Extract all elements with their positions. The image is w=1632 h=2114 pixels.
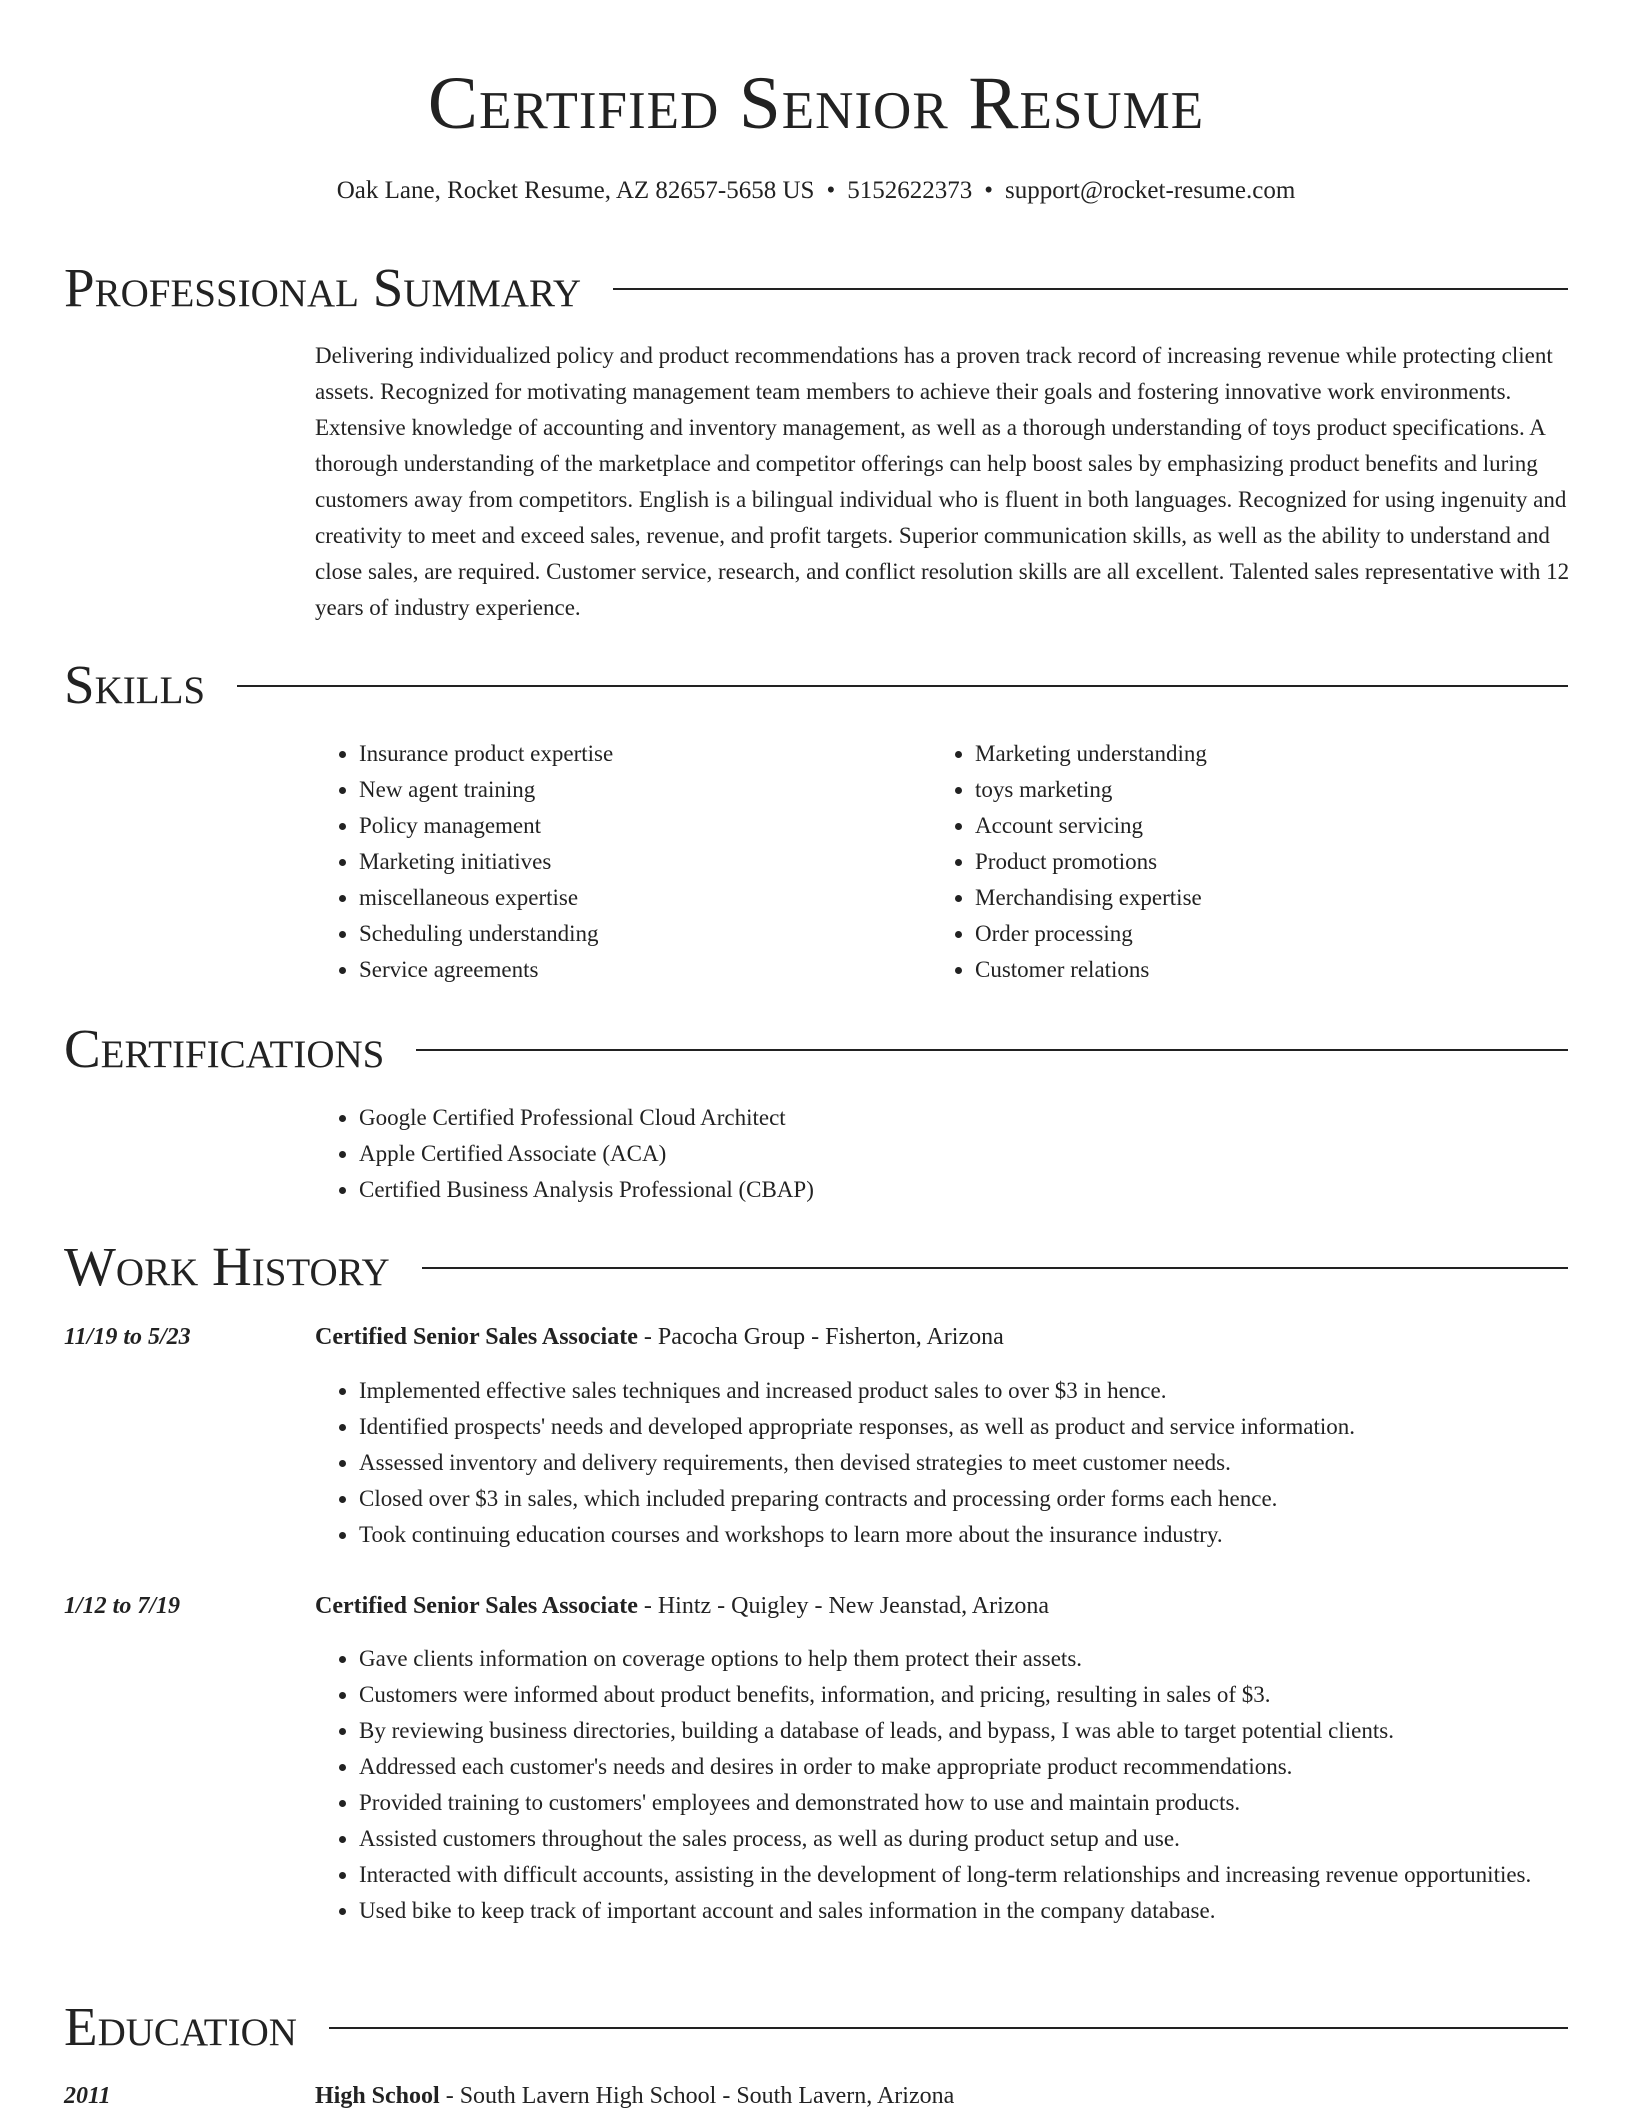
job-bullets (315, 1373, 1565, 1553)
work-heading-row (64, 1235, 1568, 1299)
job-heading (315, 1319, 1004, 1355)
job-details: - Hintz - Quigley - New Jeanstad, Arizona (637, 1593, 1050, 1619)
skill-item: • Scheduling understanding (359, 916, 915, 952)
skills-heading-row (64, 653, 1568, 717)
job-dates: 11/19 to 5/23 (64, 1324, 191, 1350)
certification-item: • Certified Business Analysis Professional (CBAP) (359, 1172, 1565, 1208)
skill-item: • Merchandising expertise (975, 880, 1561, 916)
job-bullet: • Assisted customers throughout the sales process, as well as during product setup and use. (359, 1821, 1565, 1857)
contact-line (0, 173, 1632, 209)
certifications-heading: Certifications (64, 1018, 385, 1079)
skill-item: • Insurance product expertise (359, 736, 915, 772)
job-dates: 1/12 to 7/19 (64, 1593, 181, 1619)
job-bullet: • Gave clients information on coverage options to help them protect their assets. (359, 1641, 1565, 1677)
education-heading: Education (64, 1996, 297, 2057)
skills-column-left (315, 736, 915, 988)
education-year: 2011 (64, 2083, 111, 2109)
skill-item: • Marketing understanding (975, 736, 1561, 772)
job-bullet: • Used bike to keep track of important account and sales information in the company database. (359, 1893, 1565, 1929)
certification-item: • Google Certified Professional Cloud Architect (359, 1100, 1565, 1136)
section-divider (416, 1049, 1568, 1051)
contact-separator: • (984, 177, 993, 204)
section-divider (613, 288, 1568, 290)
job-details: - Pacocha Group - Fisherton, Arizona (637, 1324, 1004, 1350)
job-bullet: • Provided training to customers' employees and demonstrated how to use and maintain products. (359, 1785, 1565, 1821)
job-bullet: • Closed over $3 in sales, which included preparing contracts and processing order forms each hence. (359, 1481, 1565, 1517)
job-title: Certified Senior Sales Associate (315, 1593, 638, 1619)
job-bullet: • Took continuing education courses and workshops to learn more about the insurance industry. (359, 1517, 1565, 1553)
summary-heading: Professional Summary (64, 257, 582, 318)
skill-item: • Account servicing (975, 808, 1561, 844)
skill-item: • Policy management (359, 808, 915, 844)
skill-item: • Service agreements (359, 952, 915, 988)
job-bullets (315, 1641, 1565, 1929)
certifications-heading-row (64, 1017, 1568, 1081)
skill-item: • Customer relations (975, 952, 1561, 988)
skill-item: • Product promotions (975, 844, 1561, 880)
job-bullet: • Customers were informed about product benefits, information, and pricing, resulting in sales of $3. (359, 1677, 1565, 1713)
summary-heading-row (64, 256, 1568, 320)
job-bullet: • By reviewing business directories, building a database of leads, and bypass, I was able to target potential clients. (359, 1713, 1565, 1749)
job-title: Certified Senior Sales Associate (315, 1324, 638, 1350)
skills-heading: Skills (64, 654, 206, 715)
job-heading (315, 1588, 1049, 1624)
contact-phone: 5152622373 (847, 177, 973, 204)
job-bullet: • Identified prospects' needs and developed appropriate responses, as well as product and service information. (359, 1409, 1565, 1445)
education-heading-row (64, 1995, 1568, 2059)
skill-item: • Marketing initiatives (359, 844, 915, 880)
section-divider (422, 1267, 1568, 1269)
section-divider (237, 685, 1568, 687)
skill-item: • toys marketing (975, 772, 1561, 808)
education-degree: High School (315, 2083, 440, 2109)
education-details: - South Lavern High School - South Lavern, Arizona (439, 2083, 955, 2109)
job-bullet: • Addressed each customer's needs and desires in order to make appropriate product recommendations. (359, 1749, 1565, 1785)
contact-email: support@rocket-resume.com (1004, 177, 1296, 204)
skill-item: • Order processing (975, 916, 1561, 952)
education-entry (315, 2078, 954, 2114)
certifications-list (315, 1100, 1565, 1208)
section-divider (329, 2027, 1568, 2029)
contact-separator: • (826, 177, 836, 204)
summary-text: Delivering individualized policy and product recommendations has a proven track record of increasing revenue while protecting client assets. Recognized for motivating management team members to achieve their goals and fostering innovative work environments. Extensive knowledge of accounting and inventory management, as well as a thorough understanding of toys product specifications. A thorough understanding of the marketplace and competitor offerings can help boost sales by emphasizing product benefits and luring customers away from competitors. English is a bilingual individual who is fluent in both languages. Recognized for using ingenuity and creativity to meet and exceed sales, revenue, and profit targets. Superior communication skills, as well as the ability to understand and close sales, are required. Customer service, research, and conflict resolution skills are all excellent. Talented sales representative with 12 years of industry experience. (315, 343, 1570, 620)
skills-column-right (931, 736, 1561, 988)
skill-item: • New agent training (359, 772, 915, 808)
certification-item: • Apple Certified Associate (ACA) (359, 1136, 1565, 1172)
job-bullet: • Interacted with difficult accounts, assisting in the development of long-term relationships and increasing revenue opportunities. (359, 1857, 1565, 1893)
job-bullet: • Assessed inventory and delivery requirements, then devised strategies to meet customer needs. (359, 1445, 1565, 1481)
resume-name: Certified Senior Resume (427, 62, 1205, 145)
work-heading: Work History (64, 1236, 390, 1297)
skill-item: • miscellaneous expertise (359, 880, 915, 916)
job-bullet: • Implemented effective sales techniques and increased product sales to over $3 in hence. (359, 1373, 1565, 1409)
contact-address: Oak Lane, Rocket Resume, AZ 82657-5658 US (336, 177, 815, 204)
